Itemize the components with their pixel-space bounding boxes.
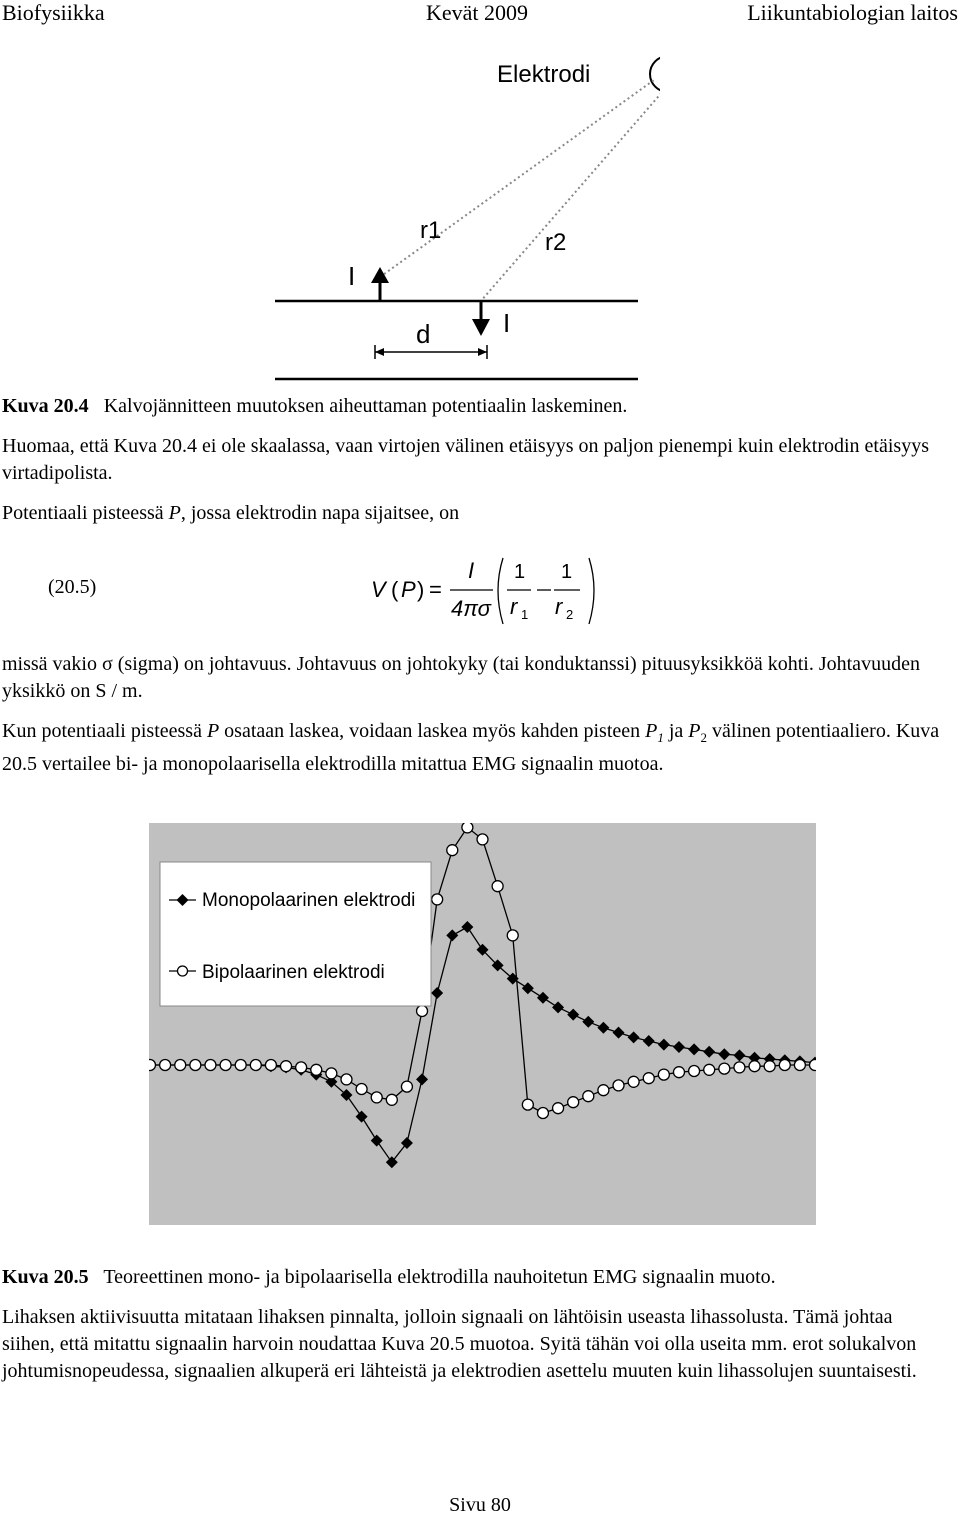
- text-segment: osataan laskea, voidaan laskea myös kahden pisteen: [219, 720, 646, 742]
- bipolar-point: [749, 1061, 760, 1072]
- distance-left-arrow-icon: [375, 348, 384, 356]
- equation-20-5: [365, 552, 605, 632]
- eq-big-paren-right: [589, 558, 594, 624]
- current-right-label: I: [503, 308, 511, 338]
- bipolar-point: [613, 1080, 624, 1091]
- bipolar-point: [401, 1081, 412, 1092]
- subscript-1: 1: [657, 730, 664, 745]
- bipolar-point: [568, 1097, 579, 1108]
- figure-caption-20-4: [2, 393, 627, 420]
- eq-equals: =: [429, 577, 442, 602]
- text-segment: ja: [663, 720, 689, 742]
- bipolar-point: [522, 1099, 533, 1110]
- bipolar-point: [507, 930, 518, 941]
- emg-chart: [149, 823, 816, 1225]
- text-segment: Kun potentiaali pisteessä: [2, 720, 207, 742]
- bipolar-point: [341, 1074, 352, 1085]
- bipolar-point: [583, 1091, 594, 1102]
- legend-label-bipolar: Bipolaarinen elektrodi: [202, 962, 385, 983]
- eq-sub-2: 2: [566, 607, 574, 622]
- current-left-label: I: [348, 261, 356, 291]
- legend-box: [160, 862, 431, 1006]
- caption-text: Kalvojännitteen muutoksen aiheuttaman potentiaalin laskeminen.: [103, 395, 628, 417]
- r1-line: [380, 80, 654, 277]
- eq-paren-close: ): [417, 577, 425, 602]
- bipolar-point: [250, 1060, 261, 1071]
- bipolar-point: [235, 1060, 246, 1071]
- eq-denominator: 4πσ: [451, 596, 491, 621]
- page-number: Sivu 80: [449, 1494, 511, 1516]
- bipolar-point: [175, 1060, 186, 1071]
- bipolar-point: [205, 1060, 216, 1071]
- paragraph-potential-intro: [2, 500, 942, 527]
- bipolar-point: [794, 1060, 805, 1071]
- bipolar-point: [296, 1062, 307, 1073]
- header-left: Biofysiikka: [2, 0, 105, 25]
- bipolar-point: [704, 1064, 715, 1075]
- bipolar-point: [628, 1076, 639, 1087]
- legend-circle-icon: [178, 966, 188, 976]
- bipolar-point: [462, 823, 473, 833]
- bipolar-point: [598, 1085, 609, 1096]
- caption-text: Teoreettinen mono- ja bipolaarisella elektrodilla nauhoitetun EMG signaalin muoto.: [103, 1266, 776, 1288]
- r2-label: r2: [545, 229, 567, 256]
- bipolar-point: [149, 1060, 156, 1071]
- bipolar-point: [417, 1006, 428, 1017]
- eq-sub-1: 1: [521, 607, 529, 622]
- bipolar-point: [734, 1062, 745, 1073]
- distance-label: d: [416, 319, 431, 349]
- bipolar-point: [553, 1103, 564, 1114]
- caption-number: Kuva 20.4: [2, 395, 89, 417]
- header-right: Liikuntabiologian laitos: [747, 0, 958, 25]
- bipolar-point: [311, 1064, 322, 1075]
- bipolar-point: [643, 1073, 654, 1084]
- header-center: Kevät 2009: [426, 0, 529, 25]
- eq-big-paren-left: [498, 558, 503, 624]
- electrode-diagram: [260, 40, 660, 385]
- symbol-p: P: [206, 720, 220, 742]
- subscript-2: 2: [700, 730, 708, 745]
- symbol-p2: P: [688, 720, 701, 742]
- eq-paren-open: (: [391, 577, 399, 602]
- bipolar-point: [371, 1092, 382, 1103]
- chart-legend: [160, 862, 431, 1006]
- bipolar-point: [719, 1063, 730, 1074]
- bipolar-point: [764, 1061, 775, 1072]
- legend-label-mono: Monopolaarinen elektrodi: [202, 890, 416, 911]
- bipolar-point: [492, 881, 503, 892]
- eq-one-a: 1: [514, 561, 526, 583]
- bipolar-point: [779, 1060, 790, 1071]
- bipolar-point: [265, 1060, 276, 1071]
- figure-caption-20-5: [2, 1264, 776, 1291]
- text-segment: Potentiaali pisteessä: [2, 502, 169, 524]
- bipolar-point: [386, 1094, 397, 1105]
- text-segment: , jossa elektrodin napa sijaitsee, on: [180, 502, 460, 524]
- bipolar-point: [281, 1061, 292, 1072]
- current-up-arrow-icon: [371, 267, 389, 283]
- caption-number: Kuva 20.5: [2, 1266, 89, 1288]
- equation-number: (20.5): [48, 576, 97, 598]
- bipolar-point: [220, 1060, 231, 1071]
- eq-r-a: r: [510, 594, 518, 619]
- r2-line: [480, 90, 660, 302]
- eq-one-b: 1: [561, 561, 573, 583]
- bipolar-point: [432, 894, 443, 905]
- symbol-p: P: [168, 502, 181, 524]
- eq-lhs-v: V: [371, 577, 386, 602]
- bipolar-point: [689, 1066, 700, 1077]
- eq-lhs-p: P: [401, 577, 416, 602]
- paragraph-muscle-activity: Lihaksen aktiivisuutta mitataan lihaksen pinnalta, jolloin signaali on lähtöisin useasta lihassolusta. Tämä johtaa siihen, että mitattu signaalin harvoin noudattaa Kuva 20.5 muotoa. Syitä tähän voi olla useita mm. erot solukalvon johtumisnopeudessa, signaalien alkuperä eri lähteistä ja elektrodien asettelu muuten kuin lihassolujen suuntaisesti.: [2, 1306, 917, 1382]
- eq-r-b: r: [555, 594, 563, 619]
- symbol-p1: P: [645, 720, 658, 742]
- bipolar-point: [326, 1068, 337, 1079]
- text-segment: välinen potentiaaliero. Kuva 20.5 vertailee bi- ja monopolaarisella elektrodilla mitattua EMG signaalin muotoa.: [2, 720, 940, 775]
- paragraph-scale-note: Huomaa, että Kuva 20.4 ei ole skaalassa, vaan virtojen välinen etäisyys on paljon pienempi kuin elektrodin etäisyys virtadipolista.: [2, 435, 929, 484]
- distance-right-arrow-icon: [478, 348, 487, 356]
- bipolar-point: [658, 1069, 669, 1080]
- bipolar-point: [160, 1060, 171, 1071]
- bipolar-point: [537, 1108, 548, 1119]
- eq-numerator: I: [468, 558, 475, 583]
- electrode-circle: [650, 56, 660, 92]
- paragraph-conductivity: missä vakio σ (sigma) on johtavuus. Johtavuus on johtokyky (tai konduktanssi) pituusyksikköä kohti. Johtavuuden yksikkö on S / m.: [2, 653, 920, 702]
- electrode-label: Elektrodi: [497, 61, 591, 88]
- current-down-arrow-icon: [472, 319, 490, 336]
- bipolar-point: [673, 1067, 684, 1078]
- bipolar-point: [447, 845, 458, 856]
- bipolar-point: [477, 834, 488, 845]
- bipolar-point: [190, 1060, 201, 1071]
- bipolar-point: [810, 1060, 817, 1071]
- r1-label: r1: [420, 217, 442, 244]
- bipolar-point: [356, 1084, 367, 1095]
- paragraph-potential-difference: [2, 718, 942, 778]
